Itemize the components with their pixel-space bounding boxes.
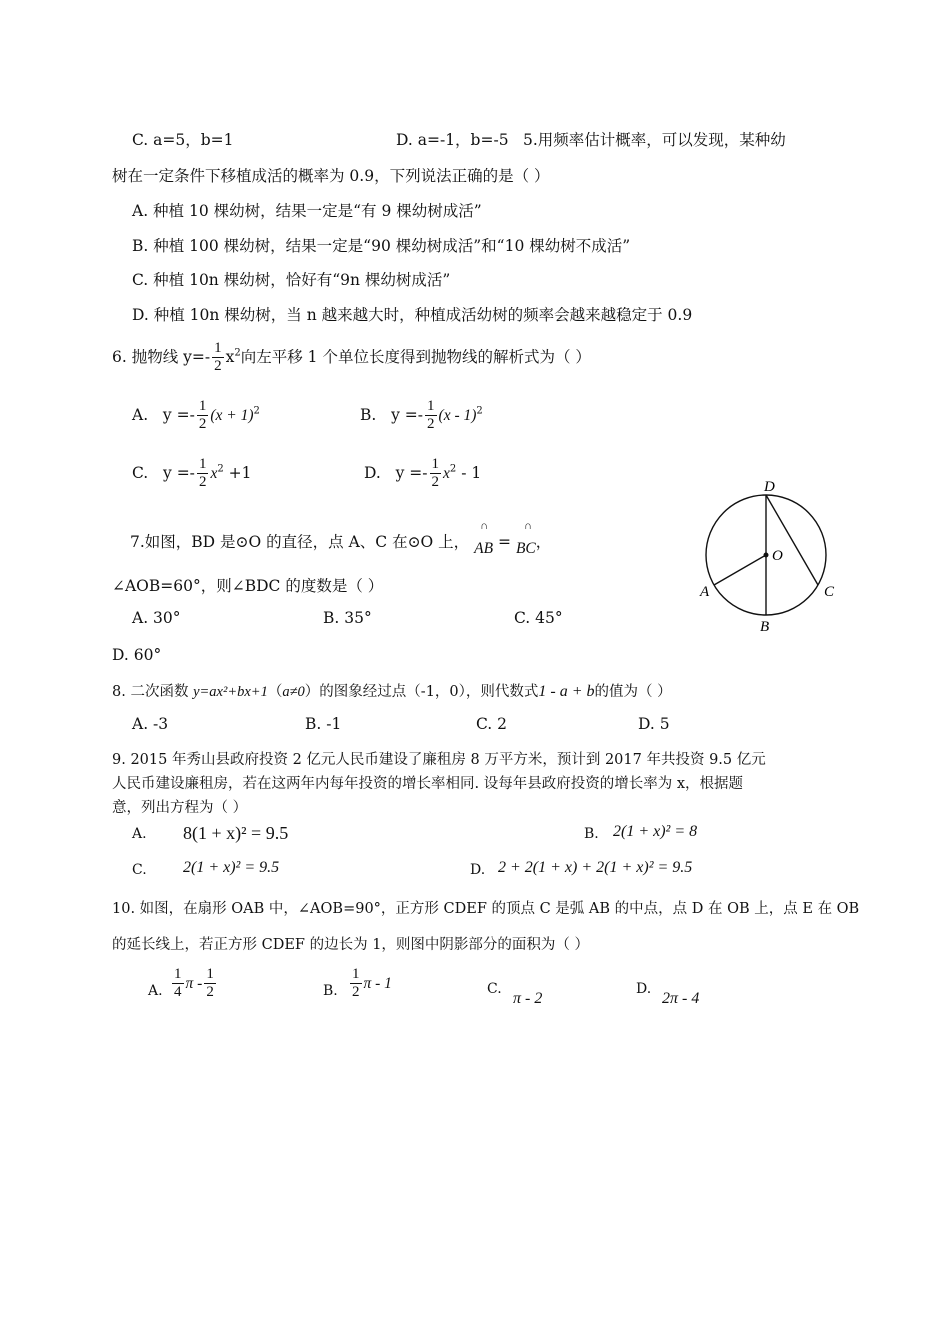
q10-stem-line2: 的延长线上，若正方形 CDEF 的边长为 1，则图中阴影部分的面积为（ ）	[112, 937, 590, 953]
center-point	[764, 553, 769, 558]
q6-option-a: A. y =- $\frac{1}{2}$ $(x + 1)^2$	[132, 398, 260, 433]
label-b: B	[760, 619, 770, 634]
q10-stem-line1: 10. 如图，在扇形 OAB 中，∠AOB=90°，正方形 CDEF 的顶点 C 是弧 AB 的中点，点 D 在 OB 上，点 E 在 OB	[112, 901, 860, 917]
q10-option-b-label: B.	[323, 983, 338, 999]
q8-option-d: D. 5	[638, 715, 670, 733]
label-d: D	[764, 479, 775, 495]
q7-option-d: D. 60°	[112, 646, 162, 664]
q10-option-c: π - 2	[513, 990, 543, 1007]
q8-stem: 8. 二次函数 y=ax²+bx+1（a≠0）的图象经过点（-1，0），则代数式1 - a + b的值为（ ）	[112, 683, 672, 700]
q7-circle-figure	[698, 474, 848, 634]
q5-option-d: D. 种植 10n 棵幼树，当 n 越来越大时，种植成活幼树的频率会越来越稳定于 0.9	[132, 306, 693, 324]
arc-bc: ∩ BC	[515, 520, 536, 557]
q9-option-d-label: D.	[470, 862, 486, 878]
q9-stem-line3: 意，列出方程为（ ）	[112, 800, 248, 816]
q10-option-a-label: A.	[148, 983, 163, 999]
q10-option-b: $\frac{1}{2}$ π - 1	[352, 966, 392, 1001]
q4-option-c: C. a=5，b=1	[132, 131, 234, 149]
fraction: $\frac{1}{2}$	[214, 340, 222, 375]
arc-ab: ∩ AB	[474, 520, 494, 557]
radius-oa	[714, 555, 766, 585]
q9-option-b: 2(1 + x)² = 8	[613, 823, 698, 840]
q9-option-a-label: A.	[132, 826, 147, 842]
q5-stem-start: 5.用频率估计概率，可以发现，某种幼	[523, 131, 786, 149]
q7-option-a: A. 30°	[132, 609, 181, 627]
q6-option-d: D. y =- $\frac{1}{2}$ $x^2 - 1$	[364, 456, 482, 491]
q9-option-d: 2 + 2(1 + x) + 2(1 + x)² = 9.5	[498, 859, 693, 876]
q7-option-b: B. 35°	[323, 609, 372, 627]
q4-option-d: D. a=-1，b=-5	[396, 131, 509, 149]
q6-option-c: C. y =- $\frac{1}{2}$ $x^2 +1$	[132, 456, 252, 491]
q9-stem-line2: 人民币建设廉租房，若在这两年内每年投资的增长率相同. 设每年县政府投资的增长率为 x，根据题	[112, 776, 744, 792]
q5-option-b: B. 种植 100 棵幼树，结果一定是“90 棵幼树成活”和“10 棵幼树不成活”	[132, 237, 631, 255]
chord-dc	[766, 495, 818, 585]
q5-stem-end: 树在一定条件下移植成活的概率为 0.9，下列说法正确的是（ ）	[112, 167, 550, 185]
q6-option-b: B. y =- $\frac{1}{2}$ (x - 1)$^2$	[360, 398, 483, 433]
q10-option-c-label: C.	[487, 981, 502, 997]
q8-option-c: C. 2	[476, 715, 508, 733]
q6-stem: 6. 抛物线 y=- $\frac{1}{2}$ $x^2$向左平移 1 个单位长度得到抛物线的解析式为（ ）	[112, 340, 591, 375]
q9-option-b-label: B.	[584, 826, 599, 842]
q10-option-d: 2π - 4	[662, 990, 700, 1007]
q8-option-b: B. -1	[305, 715, 342, 733]
q10-option-a: $\frac{1}{4}$ π - $\frac{1}{2}$	[174, 966, 214, 1001]
q5-option-a: A. 种植 10 棵幼树，结果一定是“有 9 棵幼树成活”	[132, 202, 482, 220]
q8-option-a: A. -3	[132, 715, 169, 733]
q9-option-a: 8(1 + x)² = 9.5	[183, 823, 289, 843]
label-c: C	[824, 584, 835, 600]
q10-option-d-label: D.	[636, 981, 652, 997]
label-o: O	[772, 548, 783, 564]
q7-stem-b: ∠AOB=60°，则∠BDC 的度数是（ ）	[112, 577, 384, 595]
q9-stem-line1: 9. 2015 年秀山县政府投资 2 亿元人民币建设了廉租房 8 万平方米，预计到 2017 年共投资 9.5 亿元	[112, 752, 766, 768]
q7-stem-a: 7.如图，BD 是⊙O 的直径，点 A、C 在⊙O 上， ∩ AB = ∩ BC，	[130, 520, 552, 557]
q7-option-c: C. 45°	[514, 609, 563, 627]
label-a: A	[700, 584, 710, 600]
q9-option-c-label: C.	[132, 862, 147, 878]
q9-option-c: 2(1 + x)² = 9.5	[183, 859, 280, 876]
q5-option-c: C. 种植 10n 棵幼树，恰好有“9n 棵幼树成活”	[132, 271, 451, 289]
